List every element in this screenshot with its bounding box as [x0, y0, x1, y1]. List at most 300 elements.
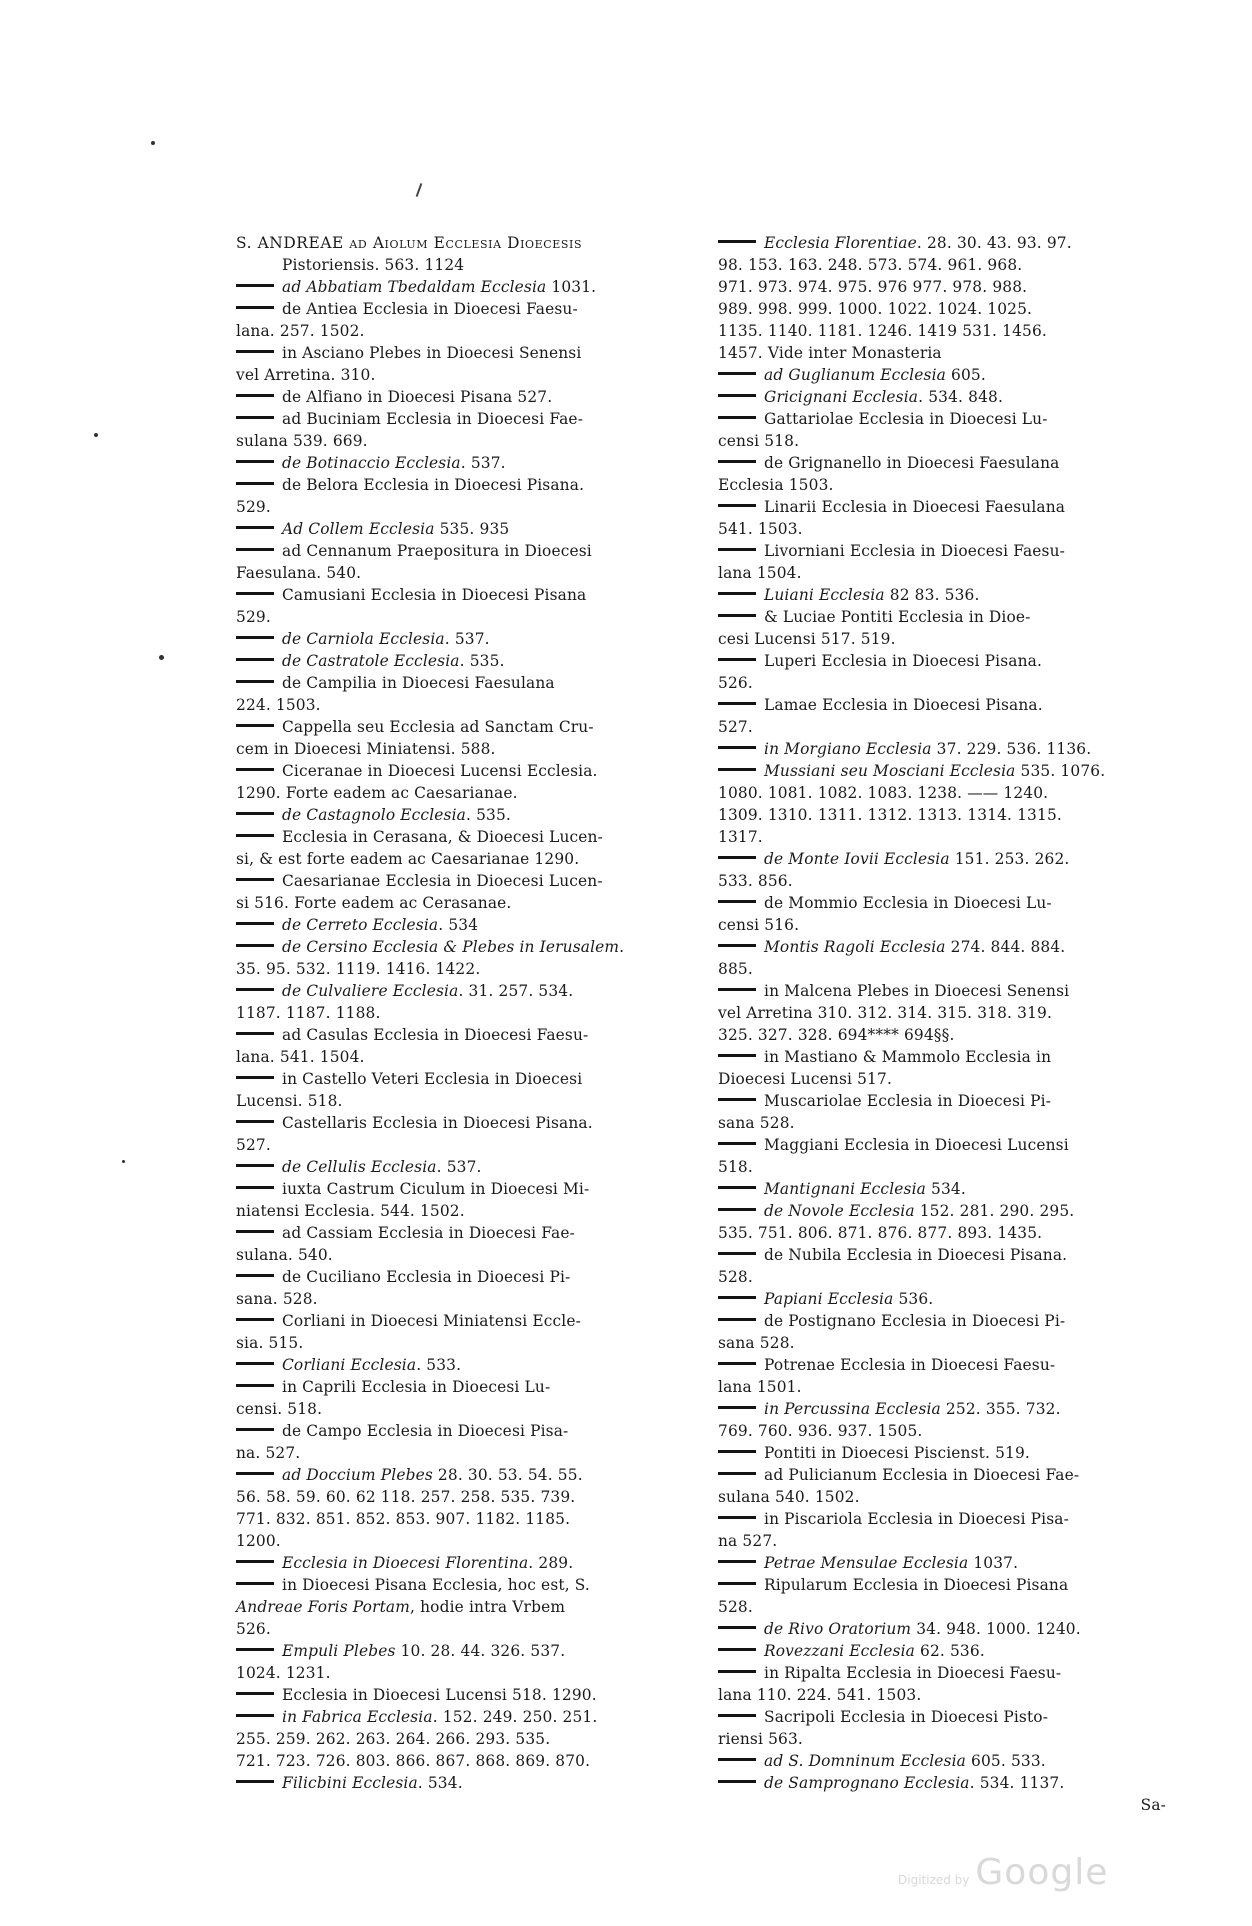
ditto-dash: [718, 702, 756, 705]
line-text: 533. 856.: [718, 872, 793, 890]
line-tail: . 534. 848.: [918, 388, 1004, 406]
left-column: [236, 232, 701, 1794]
line-text: riensi 563.: [718, 1730, 803, 1748]
line-tail: . 535.: [465, 806, 511, 824]
line-text: lana. 541. 1504.: [236, 1048, 365, 1066]
line-tail: 34. 948. 1000. 1240.: [911, 1620, 1081, 1638]
line-text: 255. 259. 262. 263. 264. 266. 293. 535.: [236, 1730, 551, 1748]
index-line: [718, 320, 1166, 342]
line-tail: . 31. 257. 534.: [458, 982, 574, 1000]
italic-text: in Fabrica Ecclesia: [282, 1708, 433, 1726]
index-line: [236, 1244, 701, 1266]
line-text: 1309. 1310. 1311. 1312. 1313. 1314. 1315.: [718, 806, 1062, 824]
index-line: [718, 1222, 1166, 1244]
ditto-dash: [718, 1626, 756, 1629]
stray-dot: [94, 433, 98, 437]
index-line: [236, 1684, 701, 1706]
index-line: [236, 320, 701, 342]
index-line: [236, 914, 701, 936]
index-line: [718, 298, 1166, 320]
index-line: [718, 848, 1166, 870]
line-text: na 527.: [718, 1532, 778, 1550]
index-line: [236, 1024, 701, 1046]
ditto-dash: [718, 1296, 756, 1299]
ditto-dash: [236, 1560, 274, 1563]
ditto-dash: [718, 944, 756, 947]
index-line: [236, 1354, 701, 1376]
line-tail: . 534. 1137.: [969, 1774, 1065, 1792]
line-text: de Belora Ecclesia in Dioecesi Pisana.: [282, 476, 585, 494]
line-tail: 37. 229. 536. 1136.: [931, 740, 1092, 758]
index-line: [236, 276, 701, 298]
ditto-dash: [718, 900, 756, 903]
ditto-dash: [718, 988, 756, 991]
index-line: [718, 584, 1166, 606]
index-line: [718, 1398, 1166, 1420]
line-text: de Postignano Ecclesia in Dioecesi Pi-: [764, 1312, 1066, 1330]
ditto-dash: [718, 1318, 756, 1321]
index-line: [718, 1618, 1166, 1640]
index-line: [718, 1024, 1166, 1046]
line-text: & Luciae Pontiti Ecclesia in Dioe-: [764, 608, 1031, 626]
index-line: [718, 804, 1166, 826]
italic-text: ad Guglianum Ecclesia: [764, 366, 946, 384]
index-line: [236, 804, 701, 826]
index-line: [718, 342, 1166, 364]
line-text: sulana 539. 669.: [236, 432, 368, 450]
line-tail: 28. 30. 53. 54. 55.: [432, 1466, 583, 1484]
index-line: [236, 1112, 701, 1134]
ditto-dash: [718, 1560, 756, 1563]
italic-text: Ecclesia in Dioecesi Florentina: [282, 1554, 529, 1572]
line-text: Ecclesia 1503.: [718, 476, 834, 494]
index-line: [236, 1486, 701, 1508]
ditto-dash: [718, 1714, 756, 1717]
line-text: sulana. 540.: [236, 1246, 333, 1264]
line-text: censi 516.: [718, 916, 800, 934]
index-line: [236, 760, 701, 782]
stray-mark: [416, 183, 423, 197]
index-line: [236, 1596, 701, 1618]
line-text: de Grignanello in Dioecesi Faesulana: [764, 454, 1060, 472]
index-line: [236, 1618, 701, 1640]
line-text: lana. 257. 1502.: [236, 322, 365, 340]
ditto-dash: [718, 614, 756, 617]
line-text: Gattariolae Ecclesia in Dioecesi Lu-: [764, 410, 1048, 428]
ditto-dash: [236, 1186, 274, 1189]
ditto-dash: [236, 988, 274, 991]
line-text: in Dioecesi Pisana Ecclesia, hoc est, S.: [282, 1576, 590, 1594]
ditto-dash: [236, 658, 274, 661]
ditto-dash: [236, 1274, 274, 1277]
index-line: [718, 914, 1166, 936]
index-line: [236, 1420, 701, 1442]
right-column: [718, 232, 1166, 1816]
line-tail: . 537.: [444, 630, 490, 648]
line-tail: . 537.: [460, 454, 506, 472]
line-tail: 151. 253. 262.: [949, 850, 1070, 868]
ditto-dash: [236, 1362, 274, 1365]
ditto-dash: [718, 416, 756, 419]
index-line: [718, 1464, 1166, 1486]
line-tail: 534.: [925, 1180, 966, 1198]
index-line: [236, 518, 701, 540]
index-line: [236, 1508, 701, 1530]
index-line: [236, 540, 701, 562]
stray-dot: [159, 655, 164, 660]
index-line: [718, 1376, 1166, 1398]
ditto-dash: [718, 1472, 756, 1475]
line-text: in Mastiano & Mammolo Ecclesia in: [764, 1048, 1052, 1066]
ditto-dash: [236, 1164, 274, 1167]
index-line: [236, 650, 701, 672]
ditto-dash: [236, 1692, 274, 1695]
ditto-dash: [236, 1472, 274, 1475]
ditto-dash: [236, 1714, 274, 1717]
ditto-dash: [718, 1208, 756, 1211]
watermark: [898, 1852, 1108, 1893]
index-line: [718, 1530, 1166, 1552]
italic-text: de Castratole Ecclesia: [282, 652, 460, 670]
ditto-dash: [718, 746, 756, 749]
line-text: Ecclesia in Dioecesi Lucensi 518. 1290.: [282, 1686, 597, 1704]
index-line: [718, 1662, 1166, 1684]
index-line: [718, 1486, 1166, 1508]
line-tail: . 28. 30. 43. 93. 97.: [916, 234, 1072, 252]
index-line: [236, 452, 701, 474]
index-line: [718, 1640, 1166, 1662]
line-text: na. 527.: [236, 1444, 301, 1462]
line-text: vel Arretina 310. 312. 314. 315. 318. 319.: [718, 1004, 1053, 1022]
line-text: Pistoriensis. 563. 1124: [282, 256, 465, 274]
line-tail: .: [619, 938, 625, 956]
line-text: Ripularum Ecclesia in Dioecesi Pisana: [764, 1576, 1069, 1594]
index-line: [718, 1134, 1166, 1156]
ditto-dash: [718, 1758, 756, 1761]
index-line: [236, 254, 701, 276]
line-text: Potrenae Ecclesia in Dioecesi Faesu-: [764, 1356, 1056, 1374]
index-line: [236, 936, 701, 958]
line-text: sana. 528.: [236, 1290, 318, 1308]
ditto-dash: [718, 1142, 756, 1145]
ditto-dash: [718, 658, 756, 661]
index-line: [236, 1332, 701, 1354]
index-line: [718, 496, 1166, 518]
ditto-dash: [236, 680, 274, 683]
index-line: [718, 716, 1166, 738]
ditto-dash: [718, 1780, 756, 1783]
line-text: in Ripalta Ecclesia in Dioecesi Faesu-: [764, 1664, 1062, 1682]
italic-text: Luiani Ecclesia: [764, 586, 885, 604]
ditto-dash: [718, 548, 756, 551]
index-line: [236, 1750, 701, 1772]
index-line: [236, 606, 701, 628]
italic-text: Mantignani Ecclesia: [764, 1180, 926, 1198]
index-line: [718, 1178, 1166, 1200]
ditto-dash: [236, 460, 274, 463]
line-text: 541. 1503.: [718, 520, 803, 538]
index-line: [718, 408, 1166, 430]
italic-text: de Castagnolo Ecclesia: [282, 806, 466, 824]
index-line: [718, 1068, 1166, 1090]
index-line: [718, 1002, 1166, 1024]
line-tail: 82 83. 536.: [884, 586, 980, 604]
italic-text: de Cellulis Ecclesia: [282, 1158, 437, 1176]
italic-text: Corliani Ecclesia: [282, 1356, 417, 1374]
index-line: [718, 1244, 1166, 1266]
line-text: Castellaris Ecclesia in Dioecesi Pisana.: [282, 1114, 593, 1132]
line-tail: 535. 935: [434, 520, 510, 538]
index-line: [718, 782, 1166, 804]
line-text: 721. 723. 726. 803. 866. 867. 868. 869. 870.: [236, 1752, 591, 1770]
index-line: [236, 1178, 701, 1200]
ditto-dash: [718, 240, 756, 243]
line-text: 989. 998. 999. 1000. 1022. 1024. 1025.: [718, 300, 1033, 318]
ditto-dash: [236, 526, 274, 529]
italic-text: ad S. Domninum Ecclesia: [764, 1752, 966, 1770]
italic-text: ad Doccium Plebes: [282, 1466, 433, 1484]
index-line: [236, 474, 701, 496]
ditto-dash: [236, 1384, 274, 1387]
index-line: [236, 232, 701, 254]
index-line: [236, 1288, 701, 1310]
index-line: [236, 892, 701, 914]
index-line: [236, 408, 701, 430]
line-text: 527.: [236, 1136, 271, 1154]
line-text: censi. 518.: [236, 1400, 323, 1418]
italic-text: Ad Collem Ecclesia: [282, 520, 435, 538]
ditto-dash: [718, 460, 756, 463]
line-text: Ciceranae in Dioecesi Lucensi Ecclesia.: [282, 762, 598, 780]
ditto-dash: [718, 504, 756, 507]
line-text: si, & est forte eadem ac Caesarianae 1290.: [236, 850, 580, 868]
ditto-dash: [236, 1120, 274, 1123]
line-text: 1080. 1081. 1082. 1083. 1238. —— 1240.: [718, 784, 1049, 802]
line-text: de Mommio Ecclesia in Dioecesi Lu-: [764, 894, 1052, 912]
ditto-dash: [718, 768, 756, 771]
line-text: S. ANDREAE ad Aiolum Ecclesia Dioecesis: [236, 234, 583, 252]
line-text: lana 1504.: [718, 564, 802, 582]
line-tail: 536.: [893, 1290, 934, 1308]
index-line: [718, 254, 1166, 276]
line-tail: . 152. 249. 250. 251.: [432, 1708, 598, 1726]
index-line: [718, 562, 1166, 584]
line-text: in Asciano Plebes in Dioecesi Senensi: [282, 344, 582, 362]
italic-text: ad Abbatiam Tbedaldam Ecclesia: [282, 278, 547, 296]
italic-text: de Monte Iovii Ecclesia: [764, 850, 950, 868]
line-text: 1187. 1187. 1188.: [236, 1004, 381, 1022]
index-line: [236, 1266, 701, 1288]
line-tail: . 534.: [417, 1774, 463, 1792]
line-text: 527.: [718, 718, 753, 736]
italic-text: Rovezzani Ecclesia: [764, 1642, 915, 1660]
index-line: [236, 1728, 701, 1750]
line-text: lana 110. 224. 541. 1503.: [718, 1686, 922, 1704]
ditto-dash: [236, 548, 274, 551]
line-text: sia. 515.: [236, 1334, 304, 1352]
index-line: [236, 1090, 701, 1112]
italic-text: Ecclesia Florentiae: [764, 234, 917, 252]
index-line: [718, 606, 1166, 628]
line-text: 885.: [718, 960, 753, 978]
index-line: [718, 1354, 1166, 1376]
index-line: [236, 1662, 701, 1684]
ditto-dash: [236, 482, 274, 485]
index-line: [718, 1112, 1166, 1134]
italic-text: de Culvaliere Ecclesia: [282, 982, 459, 1000]
line-text: 35. 95. 532. 1119. 1416. 1422.: [236, 960, 481, 978]
ditto-dash: [236, 306, 274, 309]
line-text: de Nubila Ecclesia in Dioecesi Pisana.: [764, 1246, 1068, 1264]
line-text: 1457. Vide inter Monasteria: [718, 344, 942, 362]
index-line: [718, 650, 1166, 672]
index-line: [718, 1574, 1166, 1596]
index-line: [236, 342, 701, 364]
line-text: Lucensi. 518.: [236, 1092, 343, 1110]
line-tail: 535. 1076.: [1015, 762, 1106, 780]
index-line: [236, 298, 701, 320]
line-text: 56. 58. 59. 60. 62 118. 257. 258. 535. 739.: [236, 1488, 576, 1506]
italic-text: Papiani Ecclesia: [764, 1290, 894, 1308]
ditto-dash: [236, 1318, 274, 1321]
line-tail: . 535.: [459, 652, 505, 670]
ditto-dash: [718, 1362, 756, 1365]
index-line: [718, 760, 1166, 782]
line-text: Faesulana. 540.: [236, 564, 362, 582]
ditto-dash: [718, 1648, 756, 1651]
line-tail: . 289.: [528, 1554, 574, 1572]
index-line: [718, 540, 1166, 562]
line-text: 526.: [718, 674, 753, 692]
ditto-dash: [236, 1428, 274, 1431]
index-line: [236, 1706, 701, 1728]
ditto-dash: [236, 394, 274, 397]
ditto-dash: [718, 1186, 756, 1189]
ditto-dash: [718, 1670, 756, 1673]
index-line: [718, 1156, 1166, 1178]
line-text: Maggiani Ecclesia in Dioecesi Lucensi: [764, 1136, 1069, 1154]
index-line: [718, 1684, 1166, 1706]
ditto-dash: [718, 592, 756, 595]
line-text: iuxta Castrum Ciculum in Dioecesi Mi-: [282, 1180, 590, 1198]
line-text: lana 1501.: [718, 1378, 802, 1396]
index-line: [236, 694, 701, 716]
ditto-dash: [718, 1516, 756, 1519]
line-text: ad Casulas Ecclesia in Dioecesi Faesu-: [282, 1026, 589, 1044]
italic-text: de Cerreto Ecclesia: [282, 916, 439, 934]
catchword: Sa-: [1140, 1796, 1166, 1814]
line-text: 529.: [236, 498, 271, 516]
stray-dot: [151, 141, 155, 145]
line-text: censi 518.: [718, 432, 800, 450]
italic-text: in Percussina Ecclesia: [764, 1400, 941, 1418]
index-line: [236, 1134, 701, 1156]
ditto-dash: [236, 812, 274, 815]
italic-text: de Botinaccio Ecclesia: [282, 454, 461, 472]
watermark-logo: Google: [975, 1852, 1109, 1893]
index-line: [236, 1002, 701, 1024]
ditto-dash: [236, 1582, 274, 1585]
index-line: [236, 386, 701, 408]
ditto-dash: [236, 416, 274, 419]
ditto-dash: [236, 592, 274, 595]
index-line: [236, 496, 701, 518]
ditto-dash: [718, 372, 756, 375]
line-text: Caesarianae Ecclesia in Dioecesi Lucen-: [282, 872, 603, 890]
line-tail: 605. 533.: [966, 1752, 1046, 1770]
index-line: [236, 1200, 701, 1222]
index-line: [718, 1508, 1166, 1530]
line-text: 528.: [718, 1598, 753, 1616]
index-line: [718, 958, 1166, 980]
line-text: Cappella seu Ecclesia ad Sanctam Cru-: [282, 718, 594, 736]
italic-text: Filicbini Ecclesia: [282, 1774, 418, 1792]
ditto-dash: [718, 394, 756, 397]
line-text: de Alfiano in Dioecesi Pisana 527.: [282, 388, 553, 406]
index-line: [236, 1068, 701, 1090]
index-line: [236, 1640, 701, 1662]
line-text: 518.: [718, 1158, 753, 1176]
watermark-small: Digitized by: [898, 1873, 970, 1887]
line-text: 1024. 1231.: [236, 1664, 331, 1682]
index-line: [718, 1772, 1166, 1794]
line-text: 971. 973. 974. 975. 976 977. 978. 988.: [718, 278, 1028, 296]
italic-text: Empuli Plebes: [282, 1642, 396, 1660]
line-text: 1200.: [236, 1532, 281, 1550]
index-line: [718, 386, 1166, 408]
index-line: [236, 1464, 701, 1486]
line-tail: 1037.: [968, 1554, 1019, 1572]
index-line: [718, 826, 1166, 848]
ditto-dash: [718, 856, 756, 859]
index-line: [718, 1552, 1166, 1574]
index-line: [718, 1310, 1166, 1332]
line-tail: 252. 355. 732.: [940, 1400, 1061, 1418]
italic-text: de Novole Ecclesia: [764, 1202, 915, 1220]
index-line: [236, 1552, 701, 1574]
line-text: 224. 1503.: [236, 696, 321, 714]
line-text: de Antiea Ecclesia in Dioecesi Faesu-: [282, 300, 578, 318]
line-text: Pontiti in Dioecesi Piscienst. 519.: [764, 1444, 1030, 1462]
index-line: [718, 738, 1166, 760]
index-line: [718, 1046, 1166, 1068]
line-text: 1290. Forte eadem ac Caesarianae.: [236, 784, 518, 802]
index-line: [236, 1574, 701, 1596]
index-line: [236, 364, 701, 386]
line-text: in Piscariola Ecclesia in Dioecesi Pisa-: [764, 1510, 1069, 1528]
italic-text: de Carniola Ecclesia: [282, 630, 445, 648]
line-text: 1135. 1140. 1181. 1246. 1419 531. 1456.: [718, 322, 1047, 340]
line-text: sulana 540. 1502.: [718, 1488, 860, 1506]
index-line: [718, 936, 1166, 958]
index-line: [236, 430, 701, 452]
ditto-dash: [236, 1780, 274, 1783]
ditto-dash: [236, 1032, 274, 1035]
index-line: [718, 1266, 1166, 1288]
index-line: [236, 1046, 701, 1068]
ditto-dash: [236, 1648, 274, 1651]
line-text: sana 528.: [718, 1334, 795, 1352]
line-tail: 62. 536.: [914, 1642, 985, 1660]
ditto-dash: [718, 1582, 756, 1585]
ditto-dash: [236, 284, 274, 287]
ditto-dash: [236, 944, 274, 947]
index-line: [718, 1332, 1166, 1354]
italic-text: Andreae Foris Portam: [236, 1598, 411, 1616]
line-text: si 516. Forte eadem ac Cerasanae.: [236, 894, 512, 912]
index-line: [236, 1442, 701, 1464]
index-line: [236, 1310, 701, 1332]
